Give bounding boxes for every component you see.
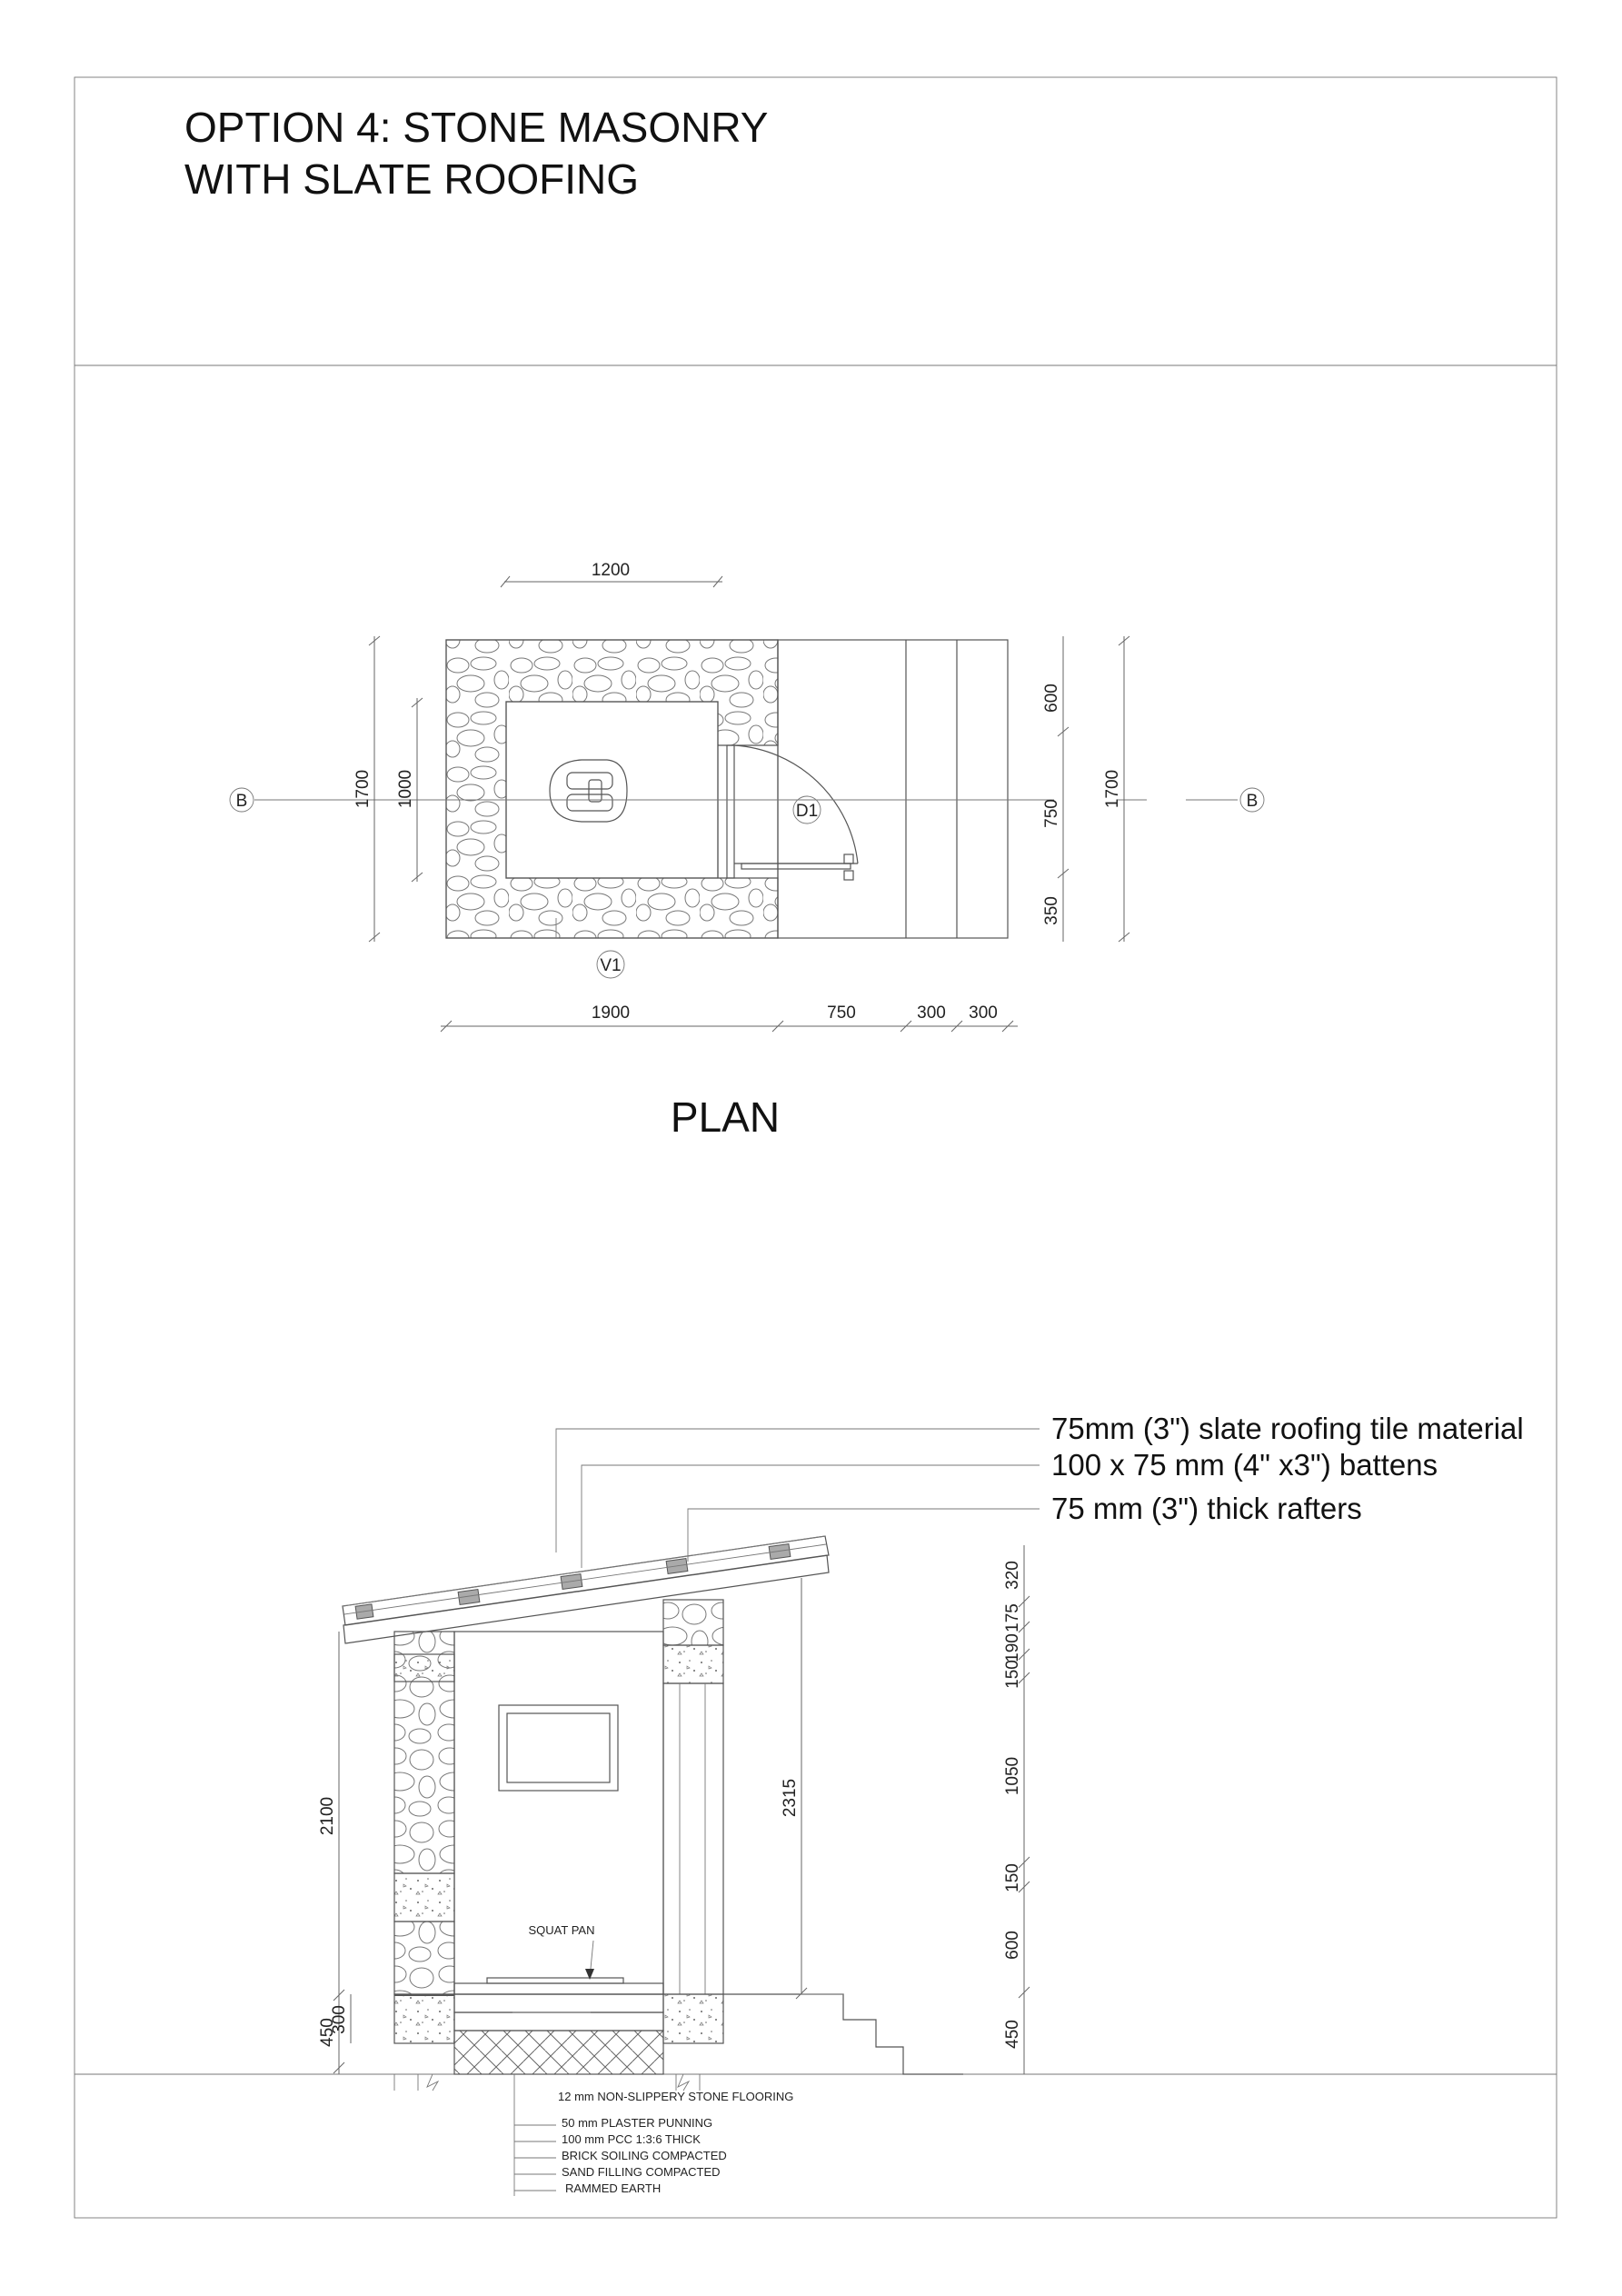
title-line-1: OPTION 4: STONE MASONRY	[184, 104, 769, 151]
dim-right-b: 750	[1042, 799, 1061, 828]
steps	[723, 1994, 963, 2074]
dim-bottom-a: 1900	[591, 1003, 631, 1023]
callout-slate-tile: 75mm (3") slate roofing tile material	[1051, 1412, 1524, 1445]
layer-rammed-earth: RAMMED EARTH	[565, 2181, 662, 2195]
dim-left-a: 450	[318, 2018, 337, 2047]
dim-right-outer: 1700	[1103, 769, 1122, 809]
dim-top: 1200	[591, 561, 631, 580]
title-line-2: WITH SLATE ROOFING	[184, 155, 640, 203]
floor-layer-notes	[514, 2074, 793, 2196]
dim-left-b: 300	[330, 2005, 349, 2034]
dim-left-inner: 1000	[396, 769, 415, 809]
dim-bottom-c: 300	[917, 1003, 946, 1023]
layer-stone-flooring: 12 mm NON-SLIPPERY STONE FLOORING	[558, 2090, 794, 2103]
callout-battens: 100 x 75 mm (4" x3") battens	[1051, 1448, 1438, 1482]
section-marker-right-label: B	[1246, 792, 1259, 811]
door-leaf	[727, 745, 734, 878]
dim-right-0: 320	[1003, 1561, 1022, 1590]
dim-bottom-b: 750	[827, 1003, 856, 1023]
dim-right-6: 600	[1003, 1931, 1022, 1960]
vent-tag-label: V1	[600, 956, 622, 975]
callout-rafters: 75 mm (3") thick rafters	[1051, 1492, 1362, 1525]
dim-bottom-d: 300	[969, 1003, 998, 1023]
section-marker-left-label: B	[235, 792, 248, 811]
layer-brick-soiling: BRICK SOILING COMPACTED	[562, 2149, 727, 2162]
layer-plaster: 50 mm PLASTER PUNNING	[562, 2116, 713, 2130]
roof-slate	[343, 1536, 829, 1625]
roof-rafter	[343, 1555, 829, 1643]
squat-pan-plan	[550, 760, 627, 822]
layer-sand-filling: SAND FILLING COMPACTED	[562, 2165, 721, 2179]
apron	[778, 640, 1008, 938]
squat-pan-section	[487, 1978, 623, 1983]
layer-pcc: 100 mm PCC 1:3:6 THICK	[562, 2132, 701, 2146]
sheet-frame	[75, 77, 1557, 2218]
door-tag-label: D1	[795, 802, 819, 821]
dim-right-a: 600	[1042, 684, 1061, 713]
window-frame	[499, 1705, 618, 1791]
dim-inner-height: 2315	[781, 1778, 800, 1818]
dim-right-4: 1050	[1003, 1756, 1022, 1796]
dim-wall-height: 2100	[318, 1796, 337, 1836]
dim-right-3: 150	[1003, 1660, 1022, 1689]
dim-left-outer: 1700	[353, 769, 373, 809]
dim-right-5: 150	[1003, 1863, 1022, 1892]
dim-right-2: 190	[1003, 1633, 1022, 1662]
squat-pan-label: SQUAT PAN	[528, 1923, 595, 1937]
dim-right-1: 175	[1003, 1603, 1022, 1632]
section-drawing	[343, 1429, 1040, 2091]
plan-caption: PLAN	[670, 1093, 781, 1141]
stone-wall-plan	[446, 640, 778, 938]
dim-right-7: 450	[1003, 2020, 1022, 2049]
dim-right-c: 350	[1042, 896, 1061, 925]
